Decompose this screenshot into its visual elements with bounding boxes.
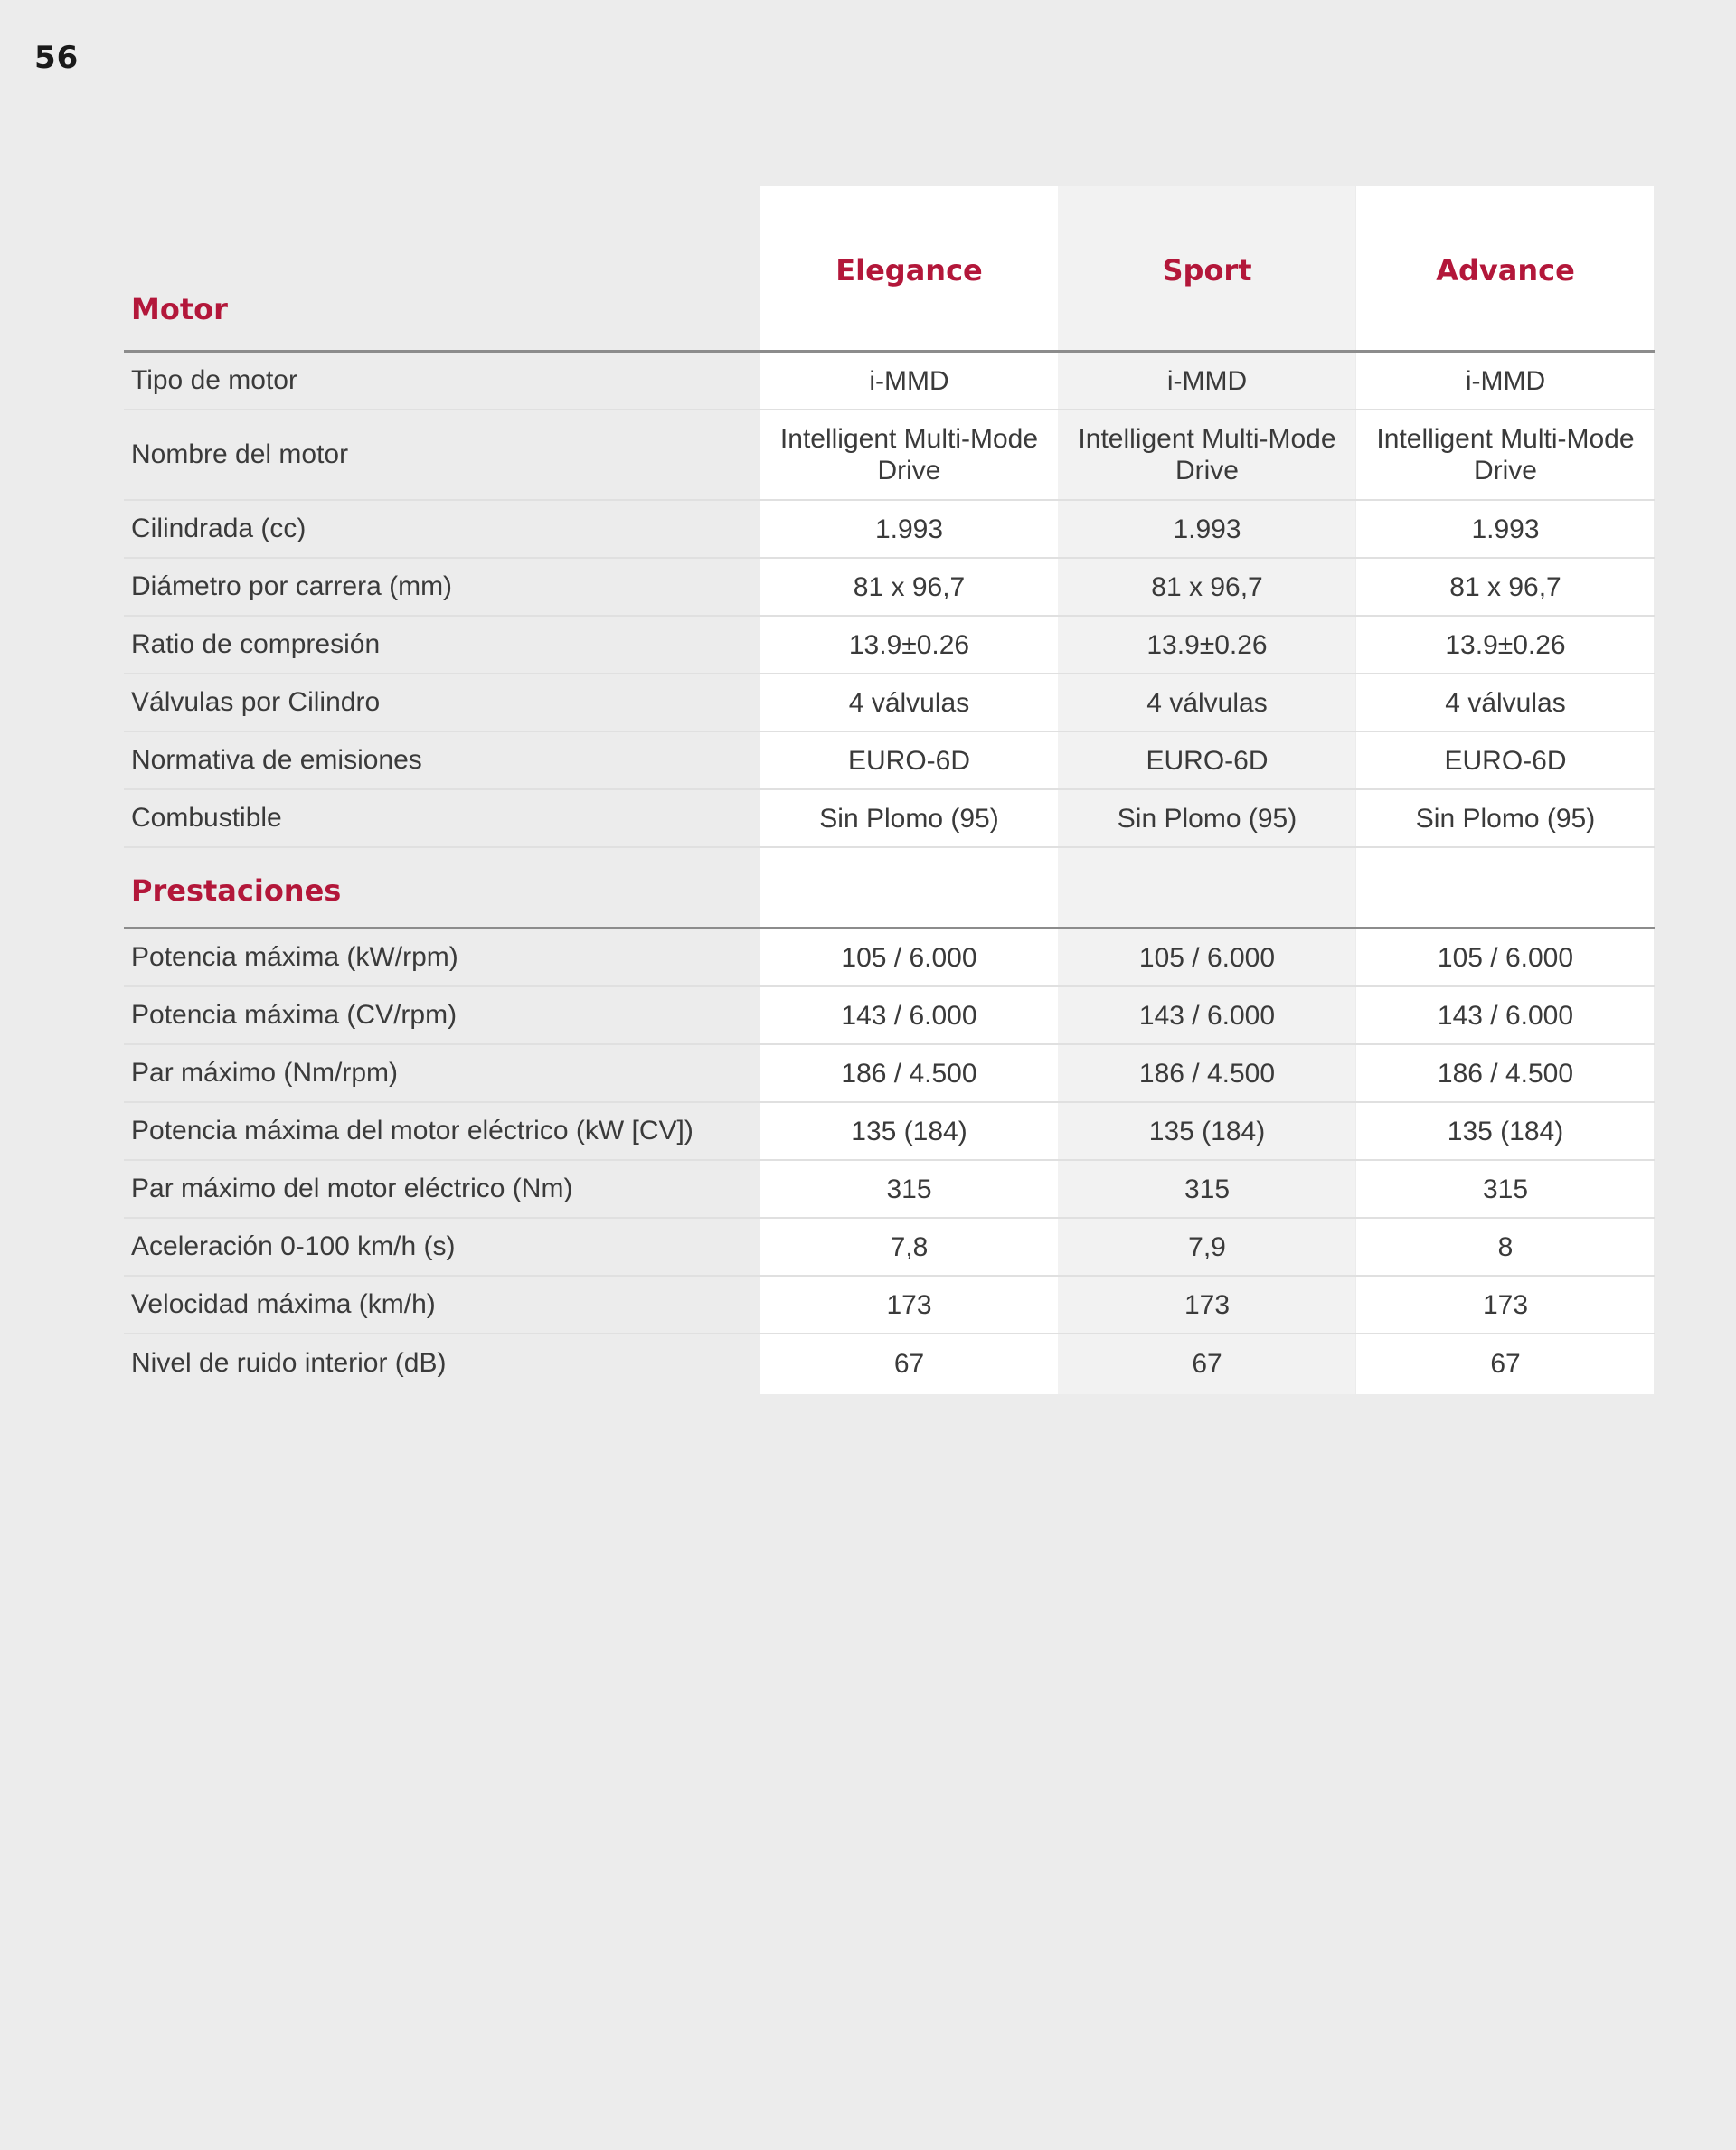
value-advance: 135 (184) (1447, 1116, 1564, 1146)
value-elegance: 173 (886, 1289, 932, 1320)
row-label: Tipo de motor (131, 365, 297, 395)
value-sport: 315 (1184, 1174, 1231, 1204)
row-label: Potencia máxima (kW/rpm) (131, 942, 458, 972)
table-row (124, 617, 1655, 674)
table-row (124, 501, 1655, 559)
table-row (124, 987, 1655, 1045)
row-label: Velocidad máxima (km/h) (131, 1289, 436, 1319)
value-sport: 13.9±0.26 (1146, 629, 1268, 660)
value-elegance: 4 válvulas (848, 687, 970, 718)
value-elegance: 67 (893, 1348, 925, 1379)
value-advance: 173 (1482, 1289, 1529, 1320)
value-advance: 8 (1497, 1231, 1514, 1262)
value-advance: 4 válvulas (1445, 687, 1566, 718)
value-advance: 81 x 96,7 (1449, 571, 1561, 602)
value-sport: 67 (1192, 1348, 1222, 1379)
value-sport: EURO-6D (1146, 745, 1269, 776)
value-sport: 173 (1184, 1289, 1231, 1320)
value-sport: i-MMD (1166, 365, 1248, 396)
value-sport: 7,9 (1188, 1231, 1226, 1262)
value-elegance: 143 / 6.000 (841, 1000, 977, 1031)
value-sport: 81 x 96,7 (1151, 571, 1263, 602)
value-advance: 67 (1490, 1348, 1521, 1379)
table-row (124, 674, 1655, 732)
value-advance: 1.993 (1471, 514, 1540, 544)
spec-table (124, 186, 1655, 1392)
variant-elegance: Elegance (835, 253, 983, 288)
value-advance: 186 / 4.500 (1437, 1058, 1574, 1089)
value-sport: Intelligent Multi-Mode Drive (1078, 424, 1336, 486)
value-elegance: 13.9±0.26 (848, 629, 970, 660)
table-row (124, 1045, 1655, 1103)
table-row (124, 732, 1655, 790)
value-elegance: Sin Plomo (95) (819, 803, 999, 834)
table-row (124, 559, 1655, 617)
table-row (124, 929, 1655, 987)
value-sport: 105 / 6.000 (1138, 942, 1276, 973)
value-advance: Sin Plomo (95) (1415, 803, 1596, 834)
variant-sport: Sport (1162, 253, 1252, 288)
section-title-motor: Motor (131, 292, 228, 326)
row-label: Nombre del motor (131, 439, 349, 469)
value-advance: 13.9±0.26 (1445, 629, 1566, 660)
value-sport: 1.993 (1173, 514, 1241, 544)
section-title-prestaciones: Prestaciones (131, 872, 342, 908)
row-label: Ratio de compresión (131, 629, 381, 659)
table-row (124, 1161, 1655, 1219)
table-row (124, 1334, 1655, 1392)
motor-header-row (124, 186, 1655, 353)
value-elegance: 135 (184) (851, 1116, 967, 1146)
value-advance: 315 (1482, 1174, 1529, 1204)
row-label: Par máximo del motor eléctrico (Nm) (131, 1174, 573, 1203)
table-row (124, 1277, 1655, 1334)
value-advance: Intelligent Multi-Mode Drive (1376, 424, 1635, 486)
table-row (124, 1219, 1655, 1277)
value-elegance: 7,8 (890, 1231, 929, 1262)
value-elegance: 81 x 96,7 (853, 571, 966, 602)
value-sport: 4 válvulas (1146, 687, 1268, 718)
page-number: 56 (34, 40, 80, 76)
row-label: Aceleración 0-100 km/h (s) (131, 1231, 456, 1261)
table-row (124, 1103, 1655, 1161)
value-advance: EURO-6D (1444, 745, 1567, 776)
value-advance: 143 / 6.000 (1437, 1000, 1574, 1031)
value-elegance: EURO-6D (847, 745, 970, 776)
table-row (124, 790, 1655, 848)
row-label: Potencia máxima del motor eléctrico (kW [CV]) (131, 1116, 693, 1146)
value-sport: 135 (184) (1148, 1116, 1266, 1146)
prestaciones-header-row (124, 848, 1655, 929)
value-elegance: 105 / 6.000 (841, 942, 977, 973)
table-row (124, 353, 1655, 410)
variant-advance: Advance (1436, 253, 1575, 288)
row-label: Potencia máxima (CV/rpm) (131, 1000, 458, 1030)
value-elegance: Intelligent Multi-Mode Drive (779, 424, 1039, 486)
value-elegance: 315 (886, 1174, 932, 1204)
row-label: Diámetro por carrera (mm) (131, 571, 453, 601)
value-elegance: 186 / 4.500 (841, 1058, 977, 1089)
value-advance: i-MMD (1465, 365, 1546, 396)
value-sport: 143 / 6.000 (1138, 1000, 1276, 1031)
value-sport: 186 / 4.500 (1138, 1058, 1276, 1089)
row-label: Normativa de emisiones (131, 745, 422, 775)
value-sport: Sin Plomo (95) (1117, 803, 1297, 834)
value-elegance: 1.993 (874, 514, 944, 544)
row-label: Cilindrada (cc) (131, 514, 307, 543)
table-row (124, 410, 1655, 501)
row-label: Válvulas por Cilindro (131, 687, 381, 717)
row-label: Par máximo (Nm/rpm) (131, 1058, 399, 1088)
row-label: Combustible (131, 803, 282, 833)
row-label: Nivel de ruido interior (dB) (131, 1348, 447, 1378)
value-elegance: i-MMD (869, 365, 949, 396)
value-advance: 105 / 6.000 (1437, 942, 1574, 973)
